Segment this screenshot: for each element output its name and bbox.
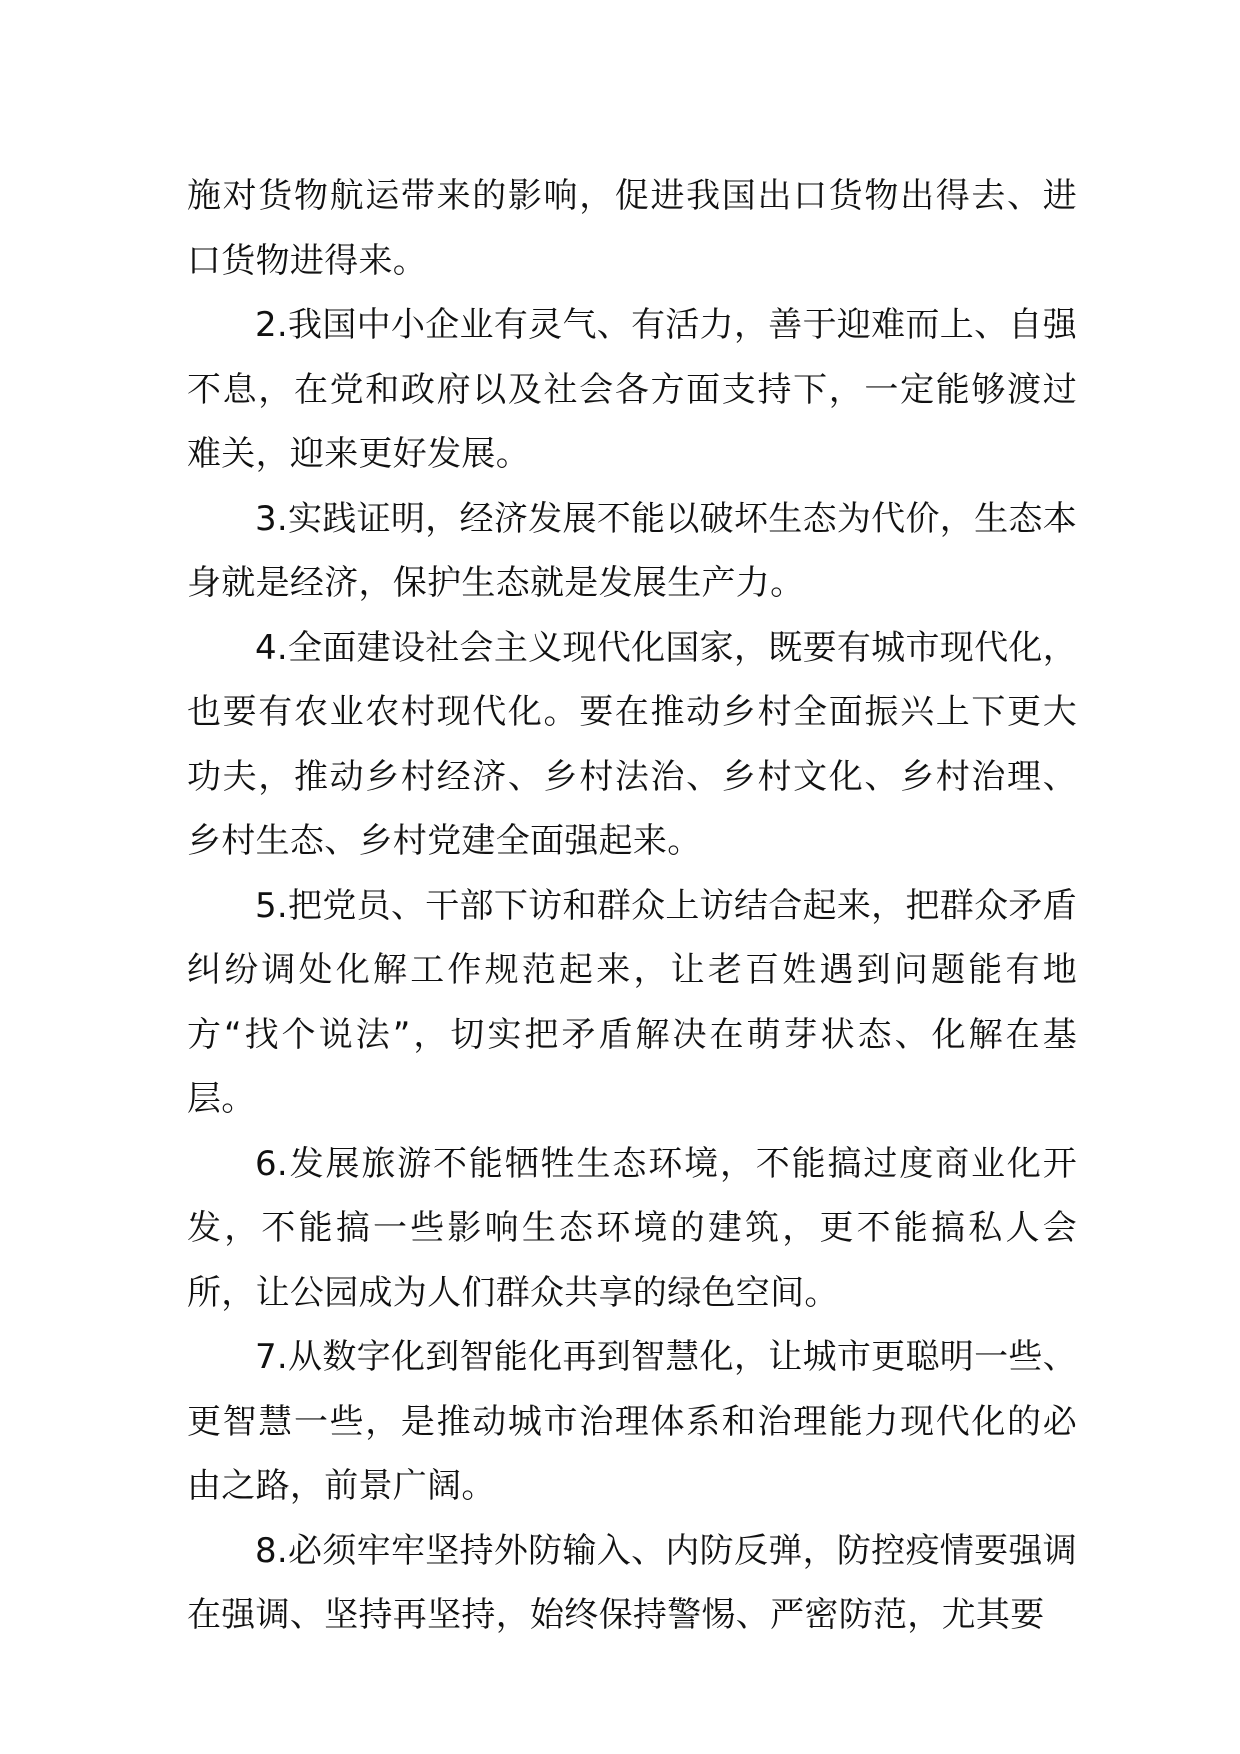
paragraph-item-3: 3.实践证明，经济发展不能以破坏生态为代价，生态本身就是经济，保护生态就是发展生产力。 [187, 498, 1077, 603]
paragraph-item-4: 4.全面建设社会主义现代化国家，既要有城市现代化，也要有农业农村现代化。要在推动乡村全面振兴上下更大功夫，推动乡村经济、乡村法治、乡村文化、乡村治理、乡村生态、乡村党建全面强起来。 [187, 627, 1077, 861]
paragraph-item-8: 8.必须牢牢坚持外防输入、内防反弹，防控疫情要强调在强调、坚持再坚持，始终保持警惕、严密防范，尤其要 [187, 1530, 1077, 1635]
paragraph-item-5: 5.把党员、干部下访和群众上访结合起来，把群众矛盾纠纷调处化解工作规范起来，让老百姓遇到问题能有地方“找个说法”，切实把矛盾解决在萌芽状态、化解在基层。 [187, 885, 1077, 1119]
paragraph-continuation: 施对货物航运带来的影响，促进我国出口货物出得去、进口货物进得来。 [187, 176, 1077, 281]
paragraph-item-6: 6.发展旅游不能牺牲生态环境，不能搞过度商业化开发，不能搞一些影响生态环境的建筑，更不能搞私人会所，让公园成为人们群众共享的绿色空间。 [187, 1143, 1077, 1313]
document-body [187, 164, 1077, 1648]
paragraph-item-7: 7.从数字化到智能化再到智慧化，让城市更聪明一些、更智慧一些，是推动城市治理体系和治理能力现代化的必由之路，前景广阔。 [187, 1337, 1077, 1506]
paragraph-item-2: 2.我国中小企业有灵气、有活力，善于迎难而上、自强不息，在党和政府以及社会各方面支持下，一定能够渡过难关，迎来更好发展。 [187, 305, 1077, 474]
